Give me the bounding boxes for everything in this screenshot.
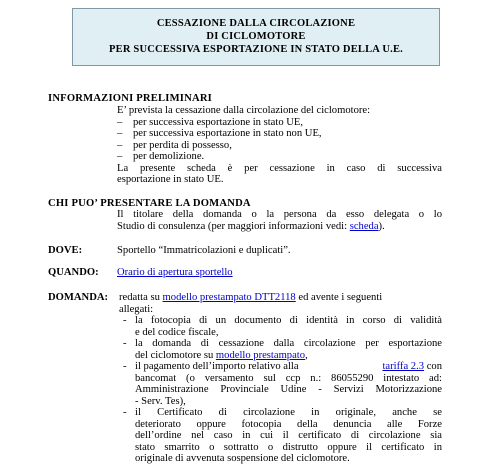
domanda-intro-line-1: redatta su modello prestampato DTT2118 ed avente i seguenti (119, 292, 383, 303)
list-item: - il pagamento dell’importo relativo alla tariffa 2.3 con bancomat (o versamento sul ccp n.: 86055290 intestato ad: Amministrazione Provinciale Udine - Servizi Motorizzazione - Serv. Tes), (123, 361, 442, 407)
chi-line-1: Il titolare della domanda o la persona da esso delegata o lo (117, 209, 442, 220)
list-item: - la domanda di cessazione dalla circolazione per esportazione del ciclomotore su modello prestampato, (123, 338, 442, 361)
section-heading-chi: CHI PUO’ PRESENTARE LA DOMANDA (48, 198, 251, 209)
list-item: – per successiva esportazione in stato non UE, (117, 128, 322, 139)
list-item: - il Certificato di circolazione in originale, anche se deteriorato oppure fotocopia della denuncia alle Forze dell’ordine nel caso in cui il certificato di circolazione sia stato smarrito o sottratto o distrutto oppure il certificato in originale di avvenuta sospensione del ciclomotore. (123, 407, 442, 464)
title-line-2: DI CICLOMOTORE (206, 31, 306, 42)
chi-line-2: Studio di consulenza (per maggiori informazioni vedi: scheda). (117, 220, 385, 232)
chi-body (117, 209, 442, 232)
label-dove: DOVE: (48, 245, 83, 256)
label-quando: QUANDO: (48, 267, 99, 278)
domanda-allegati-list (123, 315, 442, 465)
preliminari-intro: E’ prevista la cessazione dalla circolazione del ciclomotore: (117, 105, 371, 116)
domanda-intro (119, 292, 442, 315)
title-line-3: PER SUCCESSIVA ESPORTAZIONE IN STATO DELLA U.E. (109, 44, 403, 55)
list-item: - la fotocopia di un documento di identità in corso di validità e del codice fiscale, (123, 315, 442, 338)
label-domanda: DOMANDA: (48, 292, 109, 303)
quando-body (117, 267, 442, 279)
domanda-intro-line-2: allegati: (119, 303, 154, 315)
list-item: – per demolizione. (117, 151, 205, 162)
section-heading-preliminari: INFORMAZIONI PRELIMINARI (48, 93, 213, 104)
modello-prestampato-link[interactable]: modello prestampato (215, 349, 306, 361)
title-line-1: CESSAZIONE DALLA CIRCOLAZIONE (156, 18, 356, 29)
preliminari-note-line-1: La presente scheda è per cessazione in caso di successiva (117, 162, 442, 174)
document-title-box (72, 8, 440, 66)
modello-dtt2118-link[interactable]: modello prestampato DTT2118 (162, 292, 296, 303)
list-item: – per perdita di possesso, (117, 139, 232, 151)
tariffa-link[interactable]: tariffa 2.3 (382, 361, 425, 372)
orario-sportello-link[interactable]: Orario di apertura sportello (117, 267, 233, 278)
dove-text: Sportello “Immatricolazioni e duplicati”. (117, 245, 291, 256)
preliminari-note-line-2: esportazione in stato UE. (117, 174, 224, 185)
list-item: – per successiva esportazione in stato UE, (117, 116, 304, 128)
preliminari-body (117, 105, 442, 186)
scheda-link[interactable]: scheda (349, 220, 379, 232)
